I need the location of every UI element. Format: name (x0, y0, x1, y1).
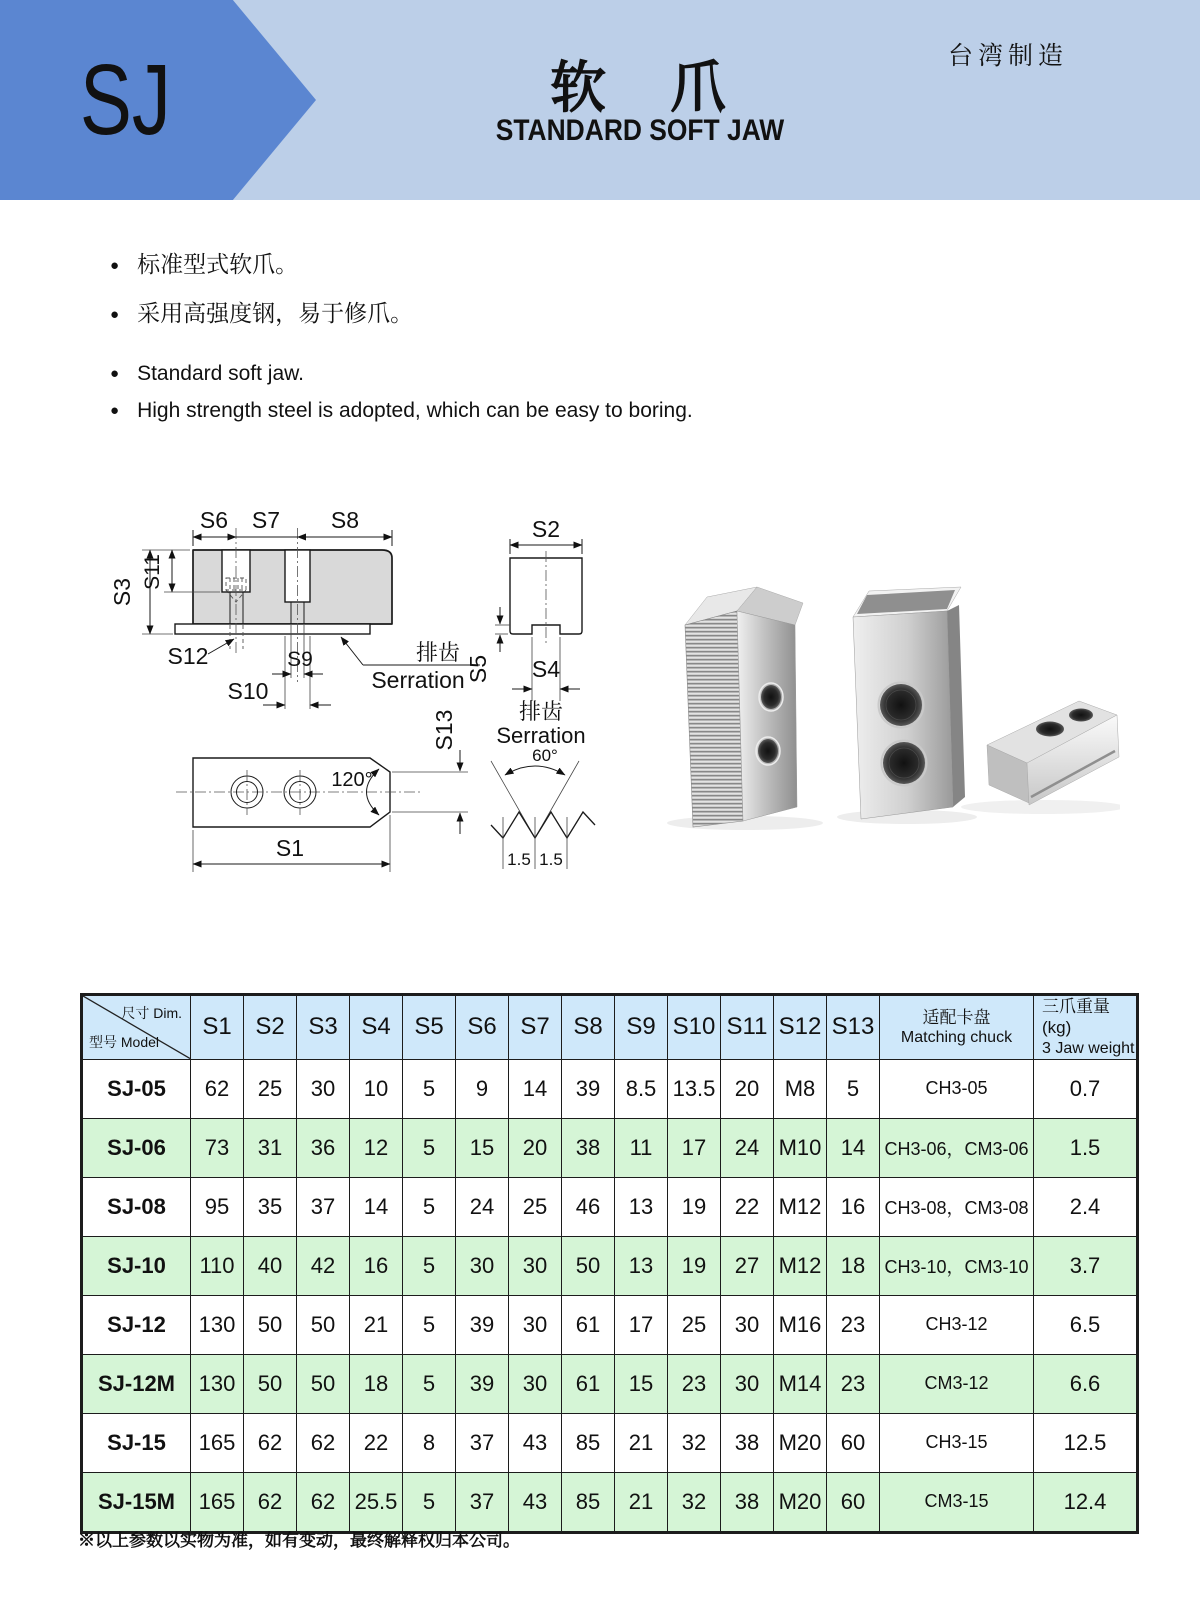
value-cell: 9 (456, 1059, 509, 1118)
value-cell: 8.5 (615, 1059, 668, 1118)
value-cell: 22 (721, 1177, 774, 1236)
feature-text: High strength steel is adopted, which can be easy to boring. (137, 399, 693, 422)
value-cell: 17 (615, 1295, 668, 1354)
svg-text:S1: S1 (275, 835, 305, 861)
model-cell: SJ-05 (82, 1059, 191, 1118)
weight-cell: 6.5 (1034, 1295, 1138, 1354)
corner-header (82, 995, 191, 1060)
value-cell: M8 (774, 1059, 827, 1118)
value-cell: 19 (668, 1177, 721, 1236)
value-cell: 21 (615, 1472, 668, 1532)
dim-col-header: S8 (562, 995, 615, 1060)
svg-text:1.5: 1.5 (539, 850, 563, 869)
dim-col-header: S10 (668, 995, 721, 1060)
value-cell: 43 (509, 1413, 562, 1472)
model-cell: SJ-15 (82, 1413, 191, 1472)
value-cell: 20 (509, 1118, 562, 1177)
chuck-cell: CH3-06，CM3-06 (880, 1118, 1034, 1177)
value-cell: 5 (403, 1295, 456, 1354)
value-cell: 5 (403, 1059, 456, 1118)
spec-table-body (82, 1059, 1138, 1532)
value-cell: 5 (403, 1472, 456, 1532)
value-cell: 25 (244, 1059, 297, 1118)
value-cell: 130 (191, 1354, 244, 1413)
value-cell: 37 (297, 1177, 350, 1236)
value-cell: 30 (509, 1354, 562, 1413)
value-cell: 38 (721, 1472, 774, 1532)
value-cell: 30 (509, 1236, 562, 1295)
value-cell: 5 (403, 1177, 456, 1236)
feature-item (110, 246, 693, 279)
value-cell: 39 (562, 1059, 615, 1118)
value-cell: 110 (191, 1236, 244, 1295)
value-cell: 62 (244, 1413, 297, 1472)
value-cell: 38 (562, 1118, 615, 1177)
value-cell: 165 (191, 1413, 244, 1472)
weight-cell: 12.4 (1034, 1472, 1138, 1532)
weight-cell: 12.5 (1034, 1413, 1138, 1472)
svg-text:S8: S8 (330, 507, 360, 533)
table-row (82, 1118, 1138, 1177)
value-cell: 50 (244, 1354, 297, 1413)
value-cell: 14 (350, 1177, 403, 1236)
chuck-cell: CM3-12 (880, 1354, 1034, 1413)
value-cell: 24 (456, 1177, 509, 1236)
svg-text:S12: S12 (167, 643, 209, 669)
table-row (82, 1236, 1138, 1295)
value-cell: 13 (615, 1236, 668, 1295)
weight-cell: 0.7 (1034, 1059, 1138, 1118)
dim-col-header: S9 (615, 995, 668, 1060)
value-cell: 30 (456, 1236, 509, 1295)
value-cell: 31 (244, 1118, 297, 1177)
value-cell: 35 (244, 1177, 297, 1236)
value-cell: 14 (509, 1059, 562, 1118)
svg-text:S5: S5 (465, 654, 491, 684)
weight-cell: 2.4 (1034, 1177, 1138, 1236)
svg-text:S6: S6 (199, 507, 229, 533)
value-cell: 60 (827, 1472, 880, 1532)
value-cell: 27 (721, 1236, 774, 1295)
value-cell: 21 (350, 1295, 403, 1354)
feature-text: Standard soft jaw. (137, 362, 304, 385)
dim-label: 尺寸 Dim. (121, 1005, 182, 1021)
value-cell: 30 (509, 1295, 562, 1354)
model-cell: SJ-12 (82, 1295, 191, 1354)
chuck-cell: CH3-15 (880, 1413, 1034, 1472)
value-cell: 62 (191, 1059, 244, 1118)
bullet-icon: ● (110, 306, 120, 323)
value-cell: M20 (774, 1472, 827, 1532)
value-cell: 36 (297, 1118, 350, 1177)
value-cell: M14 (774, 1354, 827, 1413)
svg-text:S10: S10 (227, 678, 269, 704)
value-cell: 50 (297, 1295, 350, 1354)
value-cell: 46 (562, 1177, 615, 1236)
value-cell: M10 (774, 1118, 827, 1177)
chuck-cell: CH3-10，CM3-10 (880, 1236, 1034, 1295)
dim-col-header: S6 (456, 995, 509, 1060)
value-cell: 17 (668, 1118, 721, 1177)
value-cell: 25 (668, 1295, 721, 1354)
value-cell: 8 (403, 1413, 456, 1472)
table-row (82, 1472, 1138, 1532)
bullet-icon: ● (110, 257, 120, 274)
value-cell: 38 (721, 1413, 774, 1472)
value-cell: 39 (456, 1354, 509, 1413)
value-cell: 10 (350, 1059, 403, 1118)
svg-text:S9: S9 (287, 648, 313, 671)
value-cell: M16 (774, 1295, 827, 1354)
value-cell: 13.5 (668, 1059, 721, 1118)
spec-head-row (82, 995, 1138, 1060)
table-row (82, 1413, 1138, 1472)
chuck-header: 适配卡盘 Matching chuck (880, 995, 1034, 1060)
weight-cell: 3.7 (1034, 1236, 1138, 1295)
weight-cell: 6.6 (1034, 1354, 1138, 1413)
header-banner (0, 0, 1200, 200)
value-cell: M12 (774, 1177, 827, 1236)
svg-text:S7: S7 (251, 507, 281, 533)
weight-header: 三爪重量(kg) 3 Jaw weight (1034, 995, 1138, 1060)
svg-text:排齿: 排齿 (518, 699, 564, 724)
value-cell: 95 (191, 1177, 244, 1236)
features-list (110, 246, 693, 436)
table-row (82, 1354, 1138, 1413)
value-cell: 22 (350, 1413, 403, 1472)
value-cell: 11 (615, 1118, 668, 1177)
value-cell: 50 (297, 1354, 350, 1413)
value-cell: 50 (244, 1295, 297, 1354)
value-cell: 73 (191, 1118, 244, 1177)
value-cell: M20 (774, 1413, 827, 1472)
chuck-cell: CH3-08，CM3-08 (880, 1177, 1034, 1236)
feature-text: 采用高强度钢，易于修爪。 (137, 300, 414, 326)
value-cell: 130 (191, 1295, 244, 1354)
footnote: ※以上参数以实物为准，如有变动，最终解释权归本公司。 (78, 1531, 520, 1550)
value-cell: 21 (615, 1413, 668, 1472)
value-cell: 5 (403, 1236, 456, 1295)
feature-text: 标准型式软爪。 (137, 251, 299, 277)
chuck-cell: CH3-12 (880, 1295, 1034, 1354)
value-cell: 30 (721, 1354, 774, 1413)
value-cell: 62 (297, 1413, 350, 1472)
model-label: 型号 Model (89, 1033, 160, 1050)
table-row (82, 1177, 1138, 1236)
value-cell: 42 (297, 1236, 350, 1295)
model-cell: SJ-08 (82, 1177, 191, 1236)
value-cell: 18 (350, 1354, 403, 1413)
sj-badge (0, 0, 250, 200)
dim-col-header: S11 (721, 995, 774, 1060)
value-cell: 5 (827, 1059, 880, 1118)
value-cell: 43 (509, 1472, 562, 1532)
dim-col-header: S4 (350, 995, 403, 1060)
value-cell: 37 (456, 1472, 509, 1532)
value-cell: 61 (562, 1354, 615, 1413)
badge-label: SJ (79, 44, 171, 156)
value-cell: 15 (456, 1118, 509, 1177)
value-cell: 14 (827, 1118, 880, 1177)
svg-text:S3: S3 (109, 577, 135, 607)
dim-col-header: S7 (509, 995, 562, 1060)
svg-text:120°: 120° (331, 769, 373, 791)
page-title-cn: 软 爪 (550, 56, 730, 119)
value-cell: 25 (509, 1177, 562, 1236)
feature-item (110, 399, 693, 423)
dim-col-header: S5 (403, 995, 456, 1060)
value-cell: 15 (615, 1354, 668, 1413)
value-cell: 50 (562, 1236, 615, 1295)
drawing-top-view (130, 688, 495, 883)
value-cell: 85 (562, 1472, 615, 1532)
value-cell: 40 (244, 1236, 297, 1295)
svg-text:1.5: 1.5 (507, 850, 531, 869)
weight-cell: 1.5 (1034, 1118, 1138, 1177)
dim-col-header: S13 (827, 995, 880, 1060)
drawing-serration-detail (455, 673, 670, 883)
value-cell: 25.5 (350, 1472, 403, 1532)
svg-text:S13: S13 (431, 709, 457, 751)
spec-table (80, 993, 1139, 1534)
svg-text:60°: 60° (532, 746, 558, 765)
svg-text:S4: S4 (531, 656, 561, 682)
value-cell: 85 (562, 1413, 615, 1472)
product-photo (645, 545, 1120, 840)
chuck-cell: CH3-05 (880, 1059, 1034, 1118)
value-cell: 20 (721, 1059, 774, 1118)
value-cell: 23 (827, 1295, 880, 1354)
value-cell: 165 (191, 1472, 244, 1532)
value-cell: 5 (403, 1118, 456, 1177)
value-cell: 61 (562, 1295, 615, 1354)
value-cell: 16 (350, 1236, 403, 1295)
feature-item (110, 362, 693, 386)
value-cell: 30 (721, 1295, 774, 1354)
value-cell: 32 (668, 1413, 721, 1472)
dim-col-header: S1 (191, 995, 244, 1060)
svg-text:Serration: Serration (496, 723, 586, 748)
model-cell: SJ-15M (82, 1472, 191, 1532)
svg-text:S2: S2 (531, 516, 561, 542)
value-cell: 23 (827, 1354, 880, 1413)
value-cell: 30 (297, 1059, 350, 1118)
value-cell: M12 (774, 1236, 827, 1295)
dim-col-header: S3 (297, 995, 350, 1060)
value-cell: 18 (827, 1236, 880, 1295)
feature-item (110, 295, 693, 328)
value-cell: 39 (456, 1295, 509, 1354)
bullet-icon: ● (110, 402, 120, 419)
value-cell: 19 (668, 1236, 721, 1295)
value-cell: 62 (244, 1472, 297, 1532)
page-title-en: STANDARD SOFT JAW (495, 114, 785, 147)
value-cell: 60 (827, 1413, 880, 1472)
model-cell: SJ-12M (82, 1354, 191, 1413)
value-cell: 32 (668, 1472, 721, 1532)
made-in-label: 台湾制造 (947, 42, 1068, 70)
value-cell: 24 (721, 1118, 774, 1177)
value-cell: 12 (350, 1118, 403, 1177)
bullet-icon: ● (110, 365, 120, 382)
dim-col-header: S2 (244, 995, 297, 1060)
value-cell: 13 (615, 1177, 668, 1236)
value-cell: 16 (827, 1177, 880, 1236)
value-cell: 23 (668, 1354, 721, 1413)
svg-text:Serration: Serration (371, 667, 465, 693)
model-cell: SJ-06 (82, 1118, 191, 1177)
dim-col-header: S12 (774, 995, 827, 1060)
table-row (82, 1059, 1138, 1118)
value-cell: 62 (297, 1472, 350, 1532)
value-cell: 37 (456, 1413, 509, 1472)
table-row (82, 1295, 1138, 1354)
chuck-cell: CM3-15 (880, 1472, 1034, 1532)
svg-text:S11: S11 (141, 554, 164, 590)
model-cell: SJ-10 (82, 1236, 191, 1295)
svg-text:排齿: 排齿 (415, 640, 461, 665)
value-cell: 5 (403, 1354, 456, 1413)
